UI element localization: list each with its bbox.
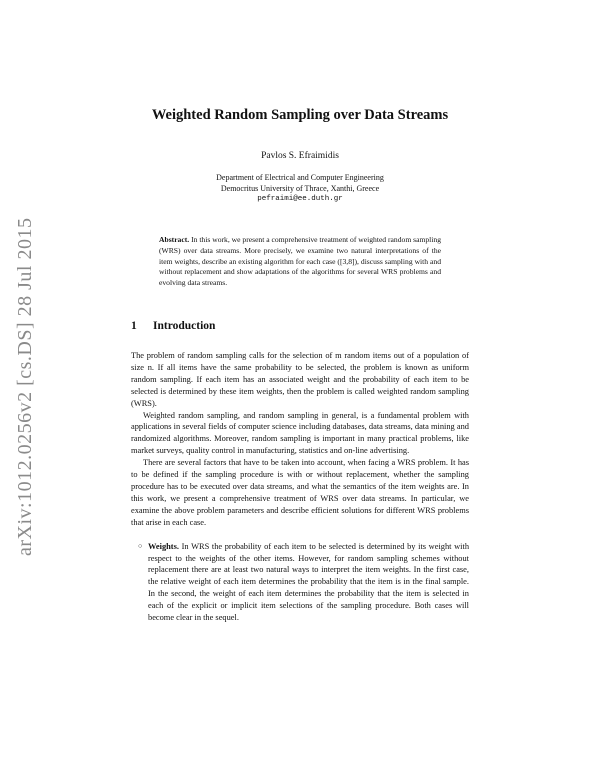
abstract-label: Abstract. xyxy=(159,235,190,244)
affiliation-department: Department of Electrical and Computer Engineering xyxy=(216,173,384,182)
bullet-list xyxy=(131,541,469,624)
author-email: pefraimi@ee.duth.gr xyxy=(257,195,343,203)
section-heading xyxy=(131,320,215,332)
list-item-text: In WRS the probability of each item to be selected is determined by its weight with respect to the weights of the other items. However, for random sampling schemes without replacement there are at least two natural ways to interpret the item weights. In the first case, the relative weight of each item determines the probability that the item is in the final sample. In the second, the weight of each item determines the probability that the item is selected in each of the explicit or implicit item selections of the sampling procedure. Both cases will become clear in the sequel. xyxy=(148,541,470,623)
arxiv-identifier-stamp: arXiv:1012.0256v2 [cs.DS] 28 Jul 2015 xyxy=(14,217,36,556)
author-name: Pavlos S. Efraimidis xyxy=(261,151,339,161)
list-item xyxy=(131,541,469,624)
section-title: Introduction xyxy=(153,320,216,332)
affiliation-university: Democritus University of Thrace, Xanthi, Greece xyxy=(220,184,380,193)
paper-title: Weighted Random Sampling over Data Streams xyxy=(151,107,449,123)
paragraph: The problem of random sampling calls for the selection of m random items out of a population of size n. If all items have the same probability to be selected, the problem is known as uniform random sampling. If each item has an associated weight and the probability of each item to be selected is determined by these item weights, then the problem is called weighted random sampling (WRS). xyxy=(131,351,469,408)
circle-bullet-icon: ○ xyxy=(138,541,143,550)
section-number: 1 xyxy=(131,320,137,332)
abstract-text: In this work, we present a comprehensive treatment of weighted random sampling (WRS) over data streams. More precisely, we examine two natural interpretations of the item weights, describe an existing algorithm for each case ([3,8]), discuss sampling with and without replacement and show adaptations of the algorithms for several WRS problems and evolving data streams. xyxy=(159,235,441,288)
paragraph: Weighted random sampling, and random sampling in general, is a fundamental problem with applications in several fields of computer science including databases, data streams, data mining and randomized algorithms. Moreover, random sampling is important in many practical problems, like market surveys, quality control in manufacturing, statistics and on-line advertising. xyxy=(131,410,469,456)
section-body xyxy=(131,350,469,624)
abstract xyxy=(159,235,441,289)
affiliation-block xyxy=(131,172,469,205)
paragraph: There are several factors that have to be taken into account, when facing a WRS problem. It has to be defined if the sampling procedure is with or without replacement, whether the sampling procedure has to be executed over data streams, and what the semantics of the item weights are. In this work, we present a comprehensive treatment of WRS over data streams. In particular, we examine the above problem parameters and describe efficient solutions for different WRS problems that arise in each case. xyxy=(131,458,469,527)
list-item-term: Weights. xyxy=(148,541,179,551)
